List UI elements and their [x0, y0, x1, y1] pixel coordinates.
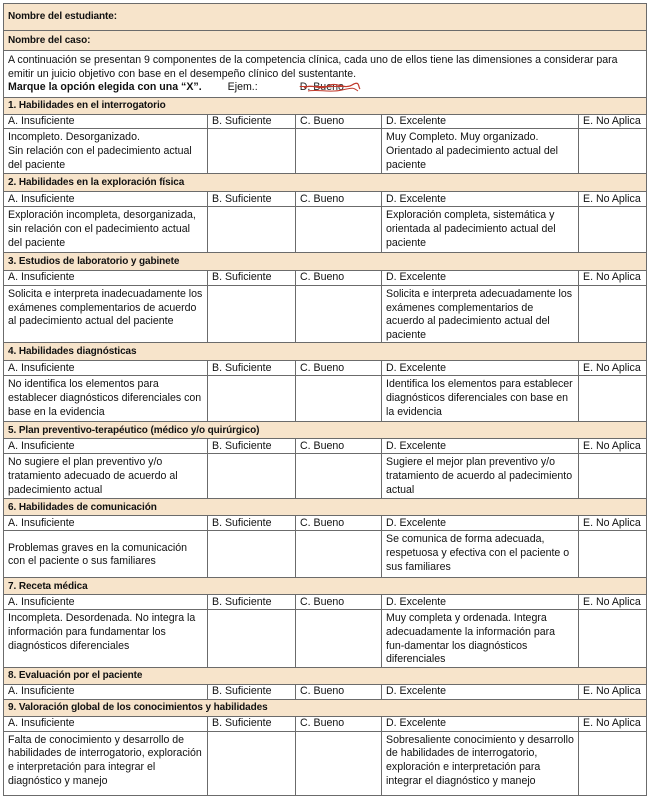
instruction-mark: Marque la opción elegida con una “X”.	[8, 81, 202, 94]
rating-description-row	[4, 454, 647, 499]
rating-cell-no-aplica[interactable]	[579, 454, 647, 499]
rating-header-suficiente: B. Suficiente	[208, 361, 296, 376]
instructions-text: A continuación se presentan 9 componentes de la competencia clínica, cada uno de ellos tiene las dimensiones a considerar para emitir un juicio objetivo con base en el desempeño clínico del sustentante.	[8, 54, 618, 80]
student-name-label[interactable]: Nombre del estudiante:	[4, 4, 647, 31]
rating-header-suficiente: B. Suficiente	[208, 595, 296, 610]
student-name-row	[4, 4, 647, 31]
rating-cell-no-aplica[interactable]	[579, 376, 647, 422]
rating-header-suficiente: B. Suficiente	[208, 114, 296, 129]
rating-header-no-aplica: E. No Aplica	[579, 595, 647, 610]
rating-cell-suficiente[interactable]	[208, 129, 296, 174]
rating-cell-suficiente[interactable]	[208, 610, 296, 667]
section-title-row	[4, 422, 647, 439]
rating-cell-bueno[interactable]	[296, 376, 382, 422]
rating-cell-excelente[interactable]: Muy completa y ordenada. Integra adecuadamente la información para fun-damentar los diagnósticos diferenciales	[382, 610, 579, 667]
rating-cell-no-aplica[interactable]	[579, 129, 647, 174]
rating-cell-insuficiente[interactable]: Incompleto. Desorganizado. Sin relación con el padecimiento actual del paciente	[4, 129, 208, 174]
section-title-row	[4, 667, 647, 684]
rating-header-row	[4, 595, 647, 610]
rating-header-excelente: D. Excelente	[382, 114, 579, 129]
rating-header-suficiente: B. Suficiente	[208, 716, 296, 731]
rating-header-excelente: D. Excelente	[382, 361, 579, 376]
rating-header-bueno: C. Bueno	[296, 271, 382, 286]
rating-header-bueno: C. Bueno	[296, 684, 382, 699]
rating-header-suficiente: B. Suficiente	[208, 192, 296, 207]
rating-header-excelente: D. Excelente	[382, 684, 579, 699]
rating-header-excelente: D. Excelente	[382, 439, 579, 454]
rating-description-row	[4, 376, 647, 422]
rating-description-row	[4, 610, 647, 667]
rating-cell-insuficiente[interactable]: Solicita e interpreta inadecuadamente los exámenes complementarios de acuerdo al padecimiento actual del paciente	[4, 285, 208, 342]
rating-header-bueno: C. Bueno	[296, 192, 382, 207]
rating-header-bueno: C. Bueno	[296, 439, 382, 454]
section-title-row	[4, 699, 647, 716]
rating-header-excelente: D. Excelente	[382, 271, 579, 286]
rating-header-row	[4, 516, 647, 531]
rating-header-insuficiente: A. Insuficiente	[4, 114, 208, 129]
rating-header-insuficiente: A. Insuficiente	[4, 684, 208, 699]
rating-header-excelente: D. Excelente	[382, 595, 579, 610]
rating-cell-excelente[interactable]: Muy Completo. Muy organizado. Orientado al padecimiento actual del paciente	[382, 129, 579, 174]
rating-cell-bueno[interactable]	[296, 610, 382, 667]
rating-header-insuficiente: A. Insuficiente	[4, 516, 208, 531]
rating-header-bueno: C. Bueno	[296, 716, 382, 731]
rating-cell-suficiente[interactable]	[208, 376, 296, 422]
rating-cell-excelente[interactable]: Solicita e interpreta adecuadamente los exámenes complementarios de acuerdo al padecimiento actual del paciente	[382, 285, 579, 342]
rating-header-no-aplica: E. No Aplica	[579, 516, 647, 531]
rating-header-row	[4, 114, 647, 129]
rating-description-row	[4, 285, 647, 342]
rating-cell-bueno[interactable]	[296, 129, 382, 174]
rating-cell-no-aplica[interactable]	[579, 285, 647, 342]
rating-header-excelente: D. Excelente	[382, 716, 579, 731]
rating-cell-bueno[interactable]	[296, 454, 382, 499]
instructions-cell	[4, 51, 647, 98]
rating-cell-suficiente[interactable]	[208, 531, 296, 578]
rating-header-suficiente: B. Suficiente	[208, 684, 296, 699]
rubric-table	[3, 3, 647, 796]
rating-header-row	[4, 361, 647, 376]
section-title: 5. Plan preventivo-terapéutico (médico y/o quirúrgico)	[4, 422, 647, 439]
rating-description-row	[4, 731, 647, 795]
rating-cell-suficiente[interactable]	[208, 454, 296, 499]
rating-header-bueno: C. Bueno	[296, 114, 382, 129]
rating-header-row	[4, 271, 647, 286]
rating-cell-bueno[interactable]	[296, 285, 382, 342]
section-title: 9. Valoración global de los conocimientos y habilidades	[4, 699, 647, 716]
rating-cell-insuficiente[interactable]: Falta de conocimiento y desarrollo de habilidades de interrogatorio, exploración e interpretación para integrar el diagnóstico y manejo	[4, 731, 208, 795]
rating-cell-bueno[interactable]	[296, 531, 382, 578]
section-title-row	[4, 97, 647, 114]
rating-cell-suficiente[interactable]	[208, 285, 296, 342]
section-title-row	[4, 174, 647, 192]
rating-header-row	[4, 192, 647, 207]
section-title: 6. Habilidades de comunicación	[4, 499, 647, 516]
rating-description-row	[4, 531, 647, 578]
rating-header-bueno: C. Bueno	[296, 595, 382, 610]
rating-header-row	[4, 684, 647, 699]
rating-header-no-aplica: E. No Aplica	[579, 361, 647, 376]
rating-cell-excelente[interactable]: Exploración completa, sistemática y orientada al padecimiento actual del paciente	[382, 207, 579, 253]
rating-header-suficiente: B. Suficiente	[208, 271, 296, 286]
rating-header-no-aplica: E. No Aplica	[579, 114, 647, 129]
example-label: Ejem.:	[227, 81, 258, 94]
rating-description-row	[4, 129, 647, 174]
rating-cell-no-aplica[interactable]	[579, 610, 647, 667]
rating-cell-excelente[interactable]: Se comunica de forma adecuada, respetuosa y efectiva con el paciente o sus familiares	[382, 531, 579, 578]
rating-cell-suficiente[interactable]	[208, 731, 296, 795]
case-name-label[interactable]: Nombre del caso:	[4, 31, 647, 51]
rating-header-row	[4, 716, 647, 731]
example-value: D. Bueno	[300, 81, 344, 93]
rating-cell-excelente[interactable]: Identifica los elementos para establecer diagnósticos diferenciales con base en la evidencia	[382, 376, 579, 422]
rating-description-row	[4, 207, 647, 253]
section-title: 8. Evaluación por el paciente	[4, 667, 647, 684]
rating-cell-bueno[interactable]	[296, 731, 382, 795]
section-title: 7. Receta médica	[4, 578, 647, 595]
rating-header-suficiente: B. Suficiente	[208, 516, 296, 531]
rating-header-excelente: D. Excelente	[382, 192, 579, 207]
rating-cell-insuficiente[interactable]: No identifica los elementos para establecer diagnósticos diferenciales con base en la evidencia	[4, 376, 208, 422]
rating-cell-no-aplica[interactable]	[579, 531, 647, 578]
rating-header-excelente: D. Excelente	[382, 516, 579, 531]
rating-header-insuficiente: A. Insuficiente	[4, 439, 208, 454]
rating-header-insuficiente: A. Insuficiente	[4, 271, 208, 286]
rating-header-no-aplica: E. No Aplica	[579, 439, 647, 454]
rating-header-no-aplica: E. No Aplica	[579, 716, 647, 731]
rating-header-insuficiente: A. Insuficiente	[4, 361, 208, 376]
section-title: 2. Habilidades en la exploración física	[4, 174, 647, 192]
rating-cell-excelente[interactable]: Sugiere el mejor plan preventivo y/o tratamiento de acuerdo al padecimiento actual	[382, 454, 579, 499]
section-title-row	[4, 343, 647, 361]
rating-cell-no-aplica[interactable]	[579, 731, 647, 795]
section-title: 4. Habilidades diagnósticas	[4, 343, 647, 361]
section-title-row	[4, 578, 647, 595]
rating-cell-insuficiente[interactable]: Incompleta. Desordenada. No integra la información para fundamentar los diagnósticos diferenciales	[4, 610, 208, 667]
rating-header-row	[4, 439, 647, 454]
section-title-row	[4, 253, 647, 271]
section-title: 1. Habilidades en el interrogatorio	[4, 97, 647, 114]
section-title-row	[4, 499, 647, 516]
rating-header-insuficiente: A. Insuficiente	[4, 716, 208, 731]
rating-cell-suficiente[interactable]	[208, 207, 296, 253]
rating-cell-insuficiente[interactable]: Exploración incompleta, desorganizada, sin relación con el padecimiento actual del paciente	[4, 207, 208, 253]
rating-cell-insuficiente[interactable]: Problemas graves en la comunicación con el paciente o sus familiares	[4, 531, 208, 578]
rating-header-bueno: C. Bueno	[296, 361, 382, 376]
rating-header-no-aplica: E. No Aplica	[579, 192, 647, 207]
rating-header-no-aplica: E. No Aplica	[579, 684, 647, 699]
rating-cell-no-aplica[interactable]	[579, 207, 647, 253]
instructions-row	[4, 51, 647, 98]
rating-cell-excelente[interactable]: Sobresaliente conocimiento y desarrollo de habilidades de interrogatorio, exploración e interpretación para integrar el diagnóstico y manejo	[382, 731, 579, 795]
section-title: 3. Estudios de laboratorio y gabinete	[4, 253, 647, 271]
rating-cell-bueno[interactable]	[296, 207, 382, 253]
rating-cell-insuficiente[interactable]: No sugiere el plan preventivo y/o tratamiento adecuado de acuerdo al padecimiento actual	[4, 454, 208, 499]
rating-header-bueno: C. Bueno	[296, 516, 382, 531]
rating-header-no-aplica: E. No Aplica	[579, 271, 647, 286]
rating-header-insuficiente: A. Insuficiente	[4, 595, 208, 610]
rating-header-insuficiente: A. Insuficiente	[4, 192, 208, 207]
rating-header-suficiente: B. Suficiente	[208, 439, 296, 454]
case-name-row	[4, 31, 647, 51]
